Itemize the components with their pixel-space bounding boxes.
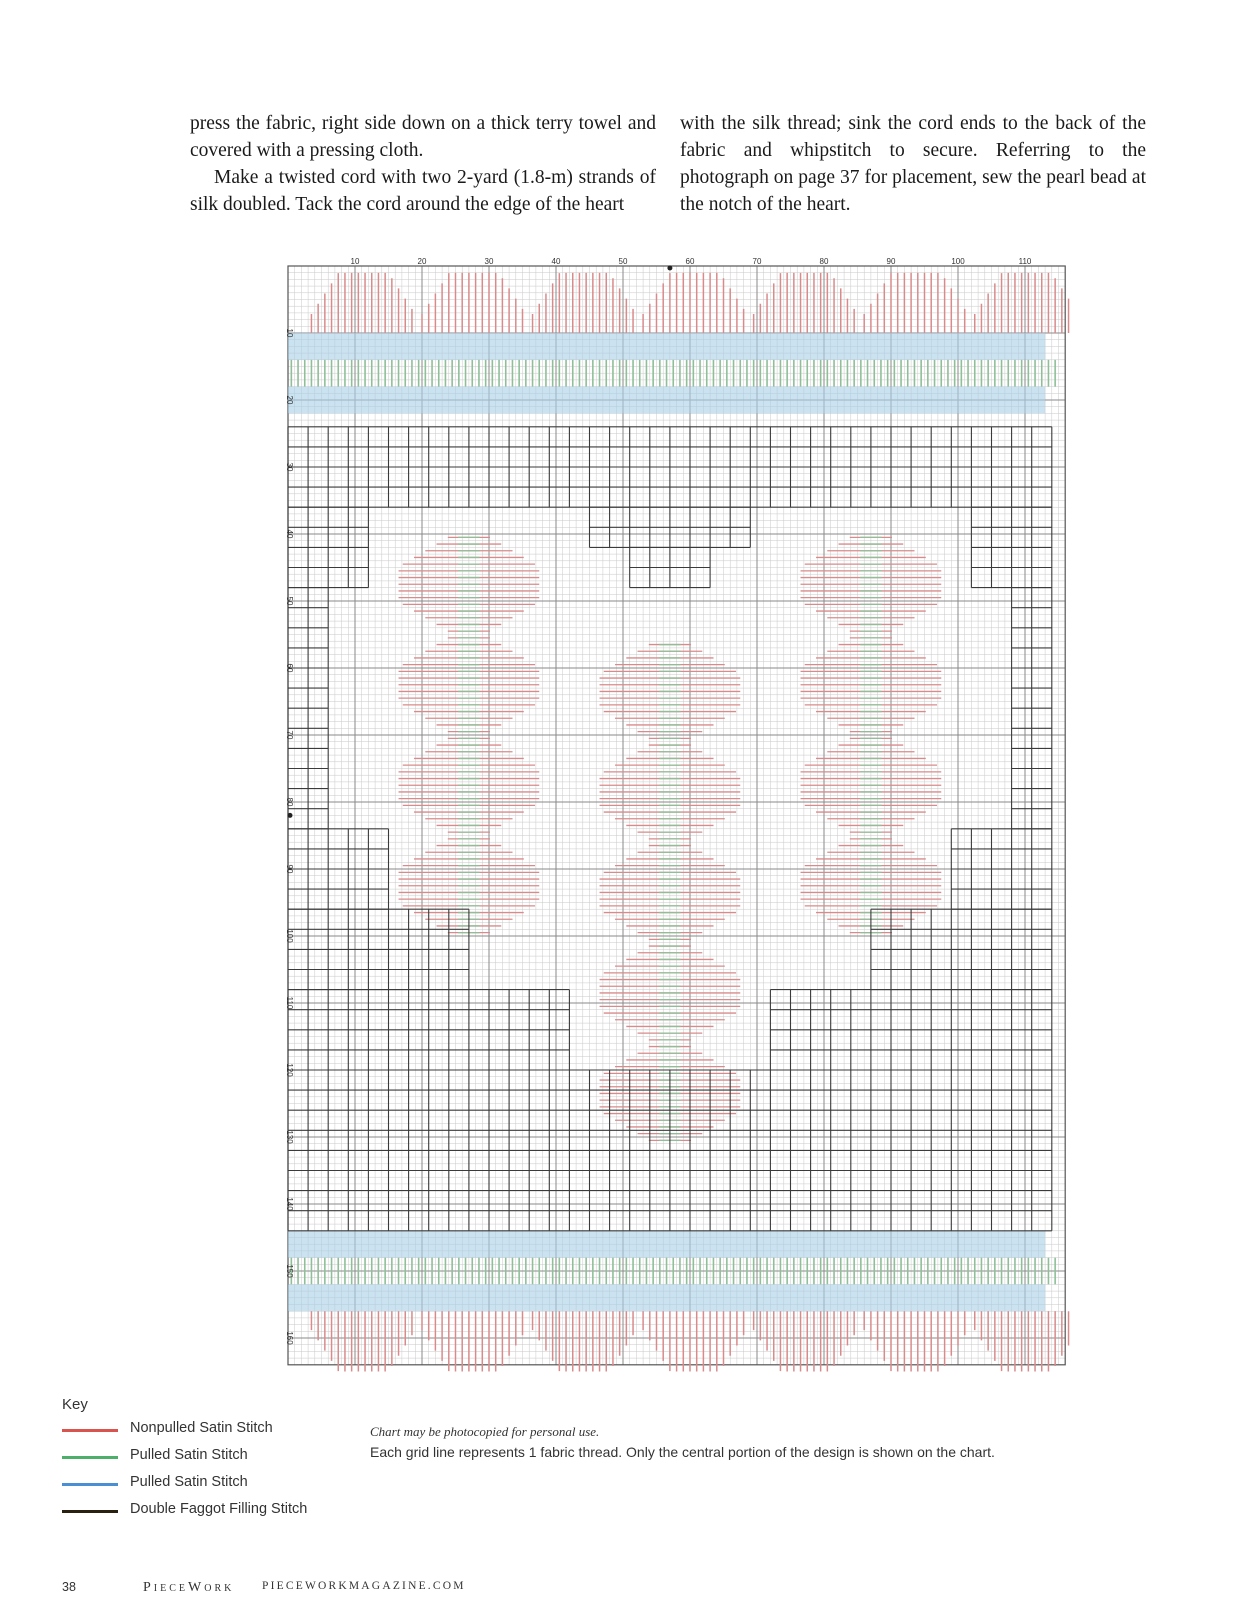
- y-tick-label: 60: [285, 663, 294, 673]
- x-tick-label: 30: [484, 257, 494, 266]
- key-item-label: Pulled Satin Stitch: [130, 1447, 248, 1463]
- x-tick-label: 20: [417, 257, 427, 266]
- y-tick-label: 130: [285, 1130, 294, 1144]
- x-tick-label: 50: [618, 257, 628, 266]
- text-column-right: [680, 110, 1146, 218]
- photocopy-note: Chart may be photocopied for personal use.: [370, 1424, 600, 1439]
- x-tick-label: 100: [951, 257, 965, 266]
- y-tick-label: 150: [285, 1264, 294, 1278]
- x-tick-label: 40: [551, 257, 561, 266]
- center-marker-top: [667, 266, 672, 271]
- key-swatch-line: [62, 1483, 118, 1486]
- bottom-blue-band: [288, 1231, 1045, 1258]
- top-blue-band: [288, 333, 1045, 360]
- magazine-url: PIECEWORKMAGAZINE.COM: [262, 1580, 466, 1592]
- x-tick-label: 110: [1018, 257, 1032, 266]
- x-tick-label: 10: [350, 257, 360, 266]
- key-swatch-line: [62, 1456, 118, 1459]
- y-tick-label: 90: [285, 864, 294, 874]
- x-tick-label: 70: [752, 257, 762, 266]
- key-swatch-line: [62, 1510, 118, 1513]
- x-tick-label: 80: [819, 257, 829, 266]
- x-tick-label: 60: [685, 257, 695, 266]
- key-item-label: Double Faggot Filling Stitch: [130, 1501, 308, 1517]
- grid-note: Each grid line represents 1 fabric thread. Only the central portion of the design is shown on the chart.: [370, 1444, 995, 1460]
- bottom-blue-band-lower: [288, 1284, 1045, 1311]
- x-tick-label: 90: [886, 257, 896, 266]
- key-title: Key: [62, 1396, 88, 1413]
- y-tick-label: 20: [285, 395, 294, 405]
- y-tick-label: 50: [285, 596, 294, 606]
- y-tick-label: 80: [285, 797, 294, 807]
- paragraph-press-fabric: press the fabric, right side down on a thick terry towel and covered with a pressing cloth.: [190, 113, 656, 161]
- y-tick-label: 110: [285, 996, 294, 1010]
- bottom-green-band: [291, 1258, 1055, 1285]
- y-tick-label: 70: [285, 730, 294, 740]
- y-tick-label: 120: [285, 1063, 294, 1077]
- top-blue-band-lower: [288, 387, 1045, 414]
- y-tick-label: 140: [285, 1197, 294, 1211]
- paragraph-twisted-cord: Make a twisted cord with two 2-yard (1.8-m) strands of silk doubled. Tack the cord around the edge of the heart: [190, 167, 656, 215]
- center-marker-left: [288, 813, 293, 818]
- stitch-chart: [280, 256, 1070, 1408]
- key-swatch-line: [62, 1429, 118, 1432]
- y-tick-label: 30: [285, 462, 294, 472]
- y-tick-label: 10: [285, 328, 294, 338]
- y-tick-label: 160: [285, 1331, 294, 1345]
- magazine-name: PieceWork: [143, 1580, 235, 1595]
- paragraph-silk-thread: with the silk thread; sink the cord ends to the back of the fabric and whipstitch to secure. Referring to the photograph on page 37 for placement, sew the pearl bead at the notch of the heart.: [680, 113, 1146, 215]
- key-item-label: Pulled Satin Stitch: [130, 1474, 248, 1490]
- text-column-left: [190, 110, 656, 218]
- y-tick-label: 100: [285, 929, 294, 943]
- y-tick-label: 40: [285, 529, 294, 539]
- key-item-label: Nonpulled Satin Stitch: [130, 1420, 273, 1436]
- top-green-band: [291, 360, 1055, 387]
- page-number: 38: [62, 1580, 76, 1594]
